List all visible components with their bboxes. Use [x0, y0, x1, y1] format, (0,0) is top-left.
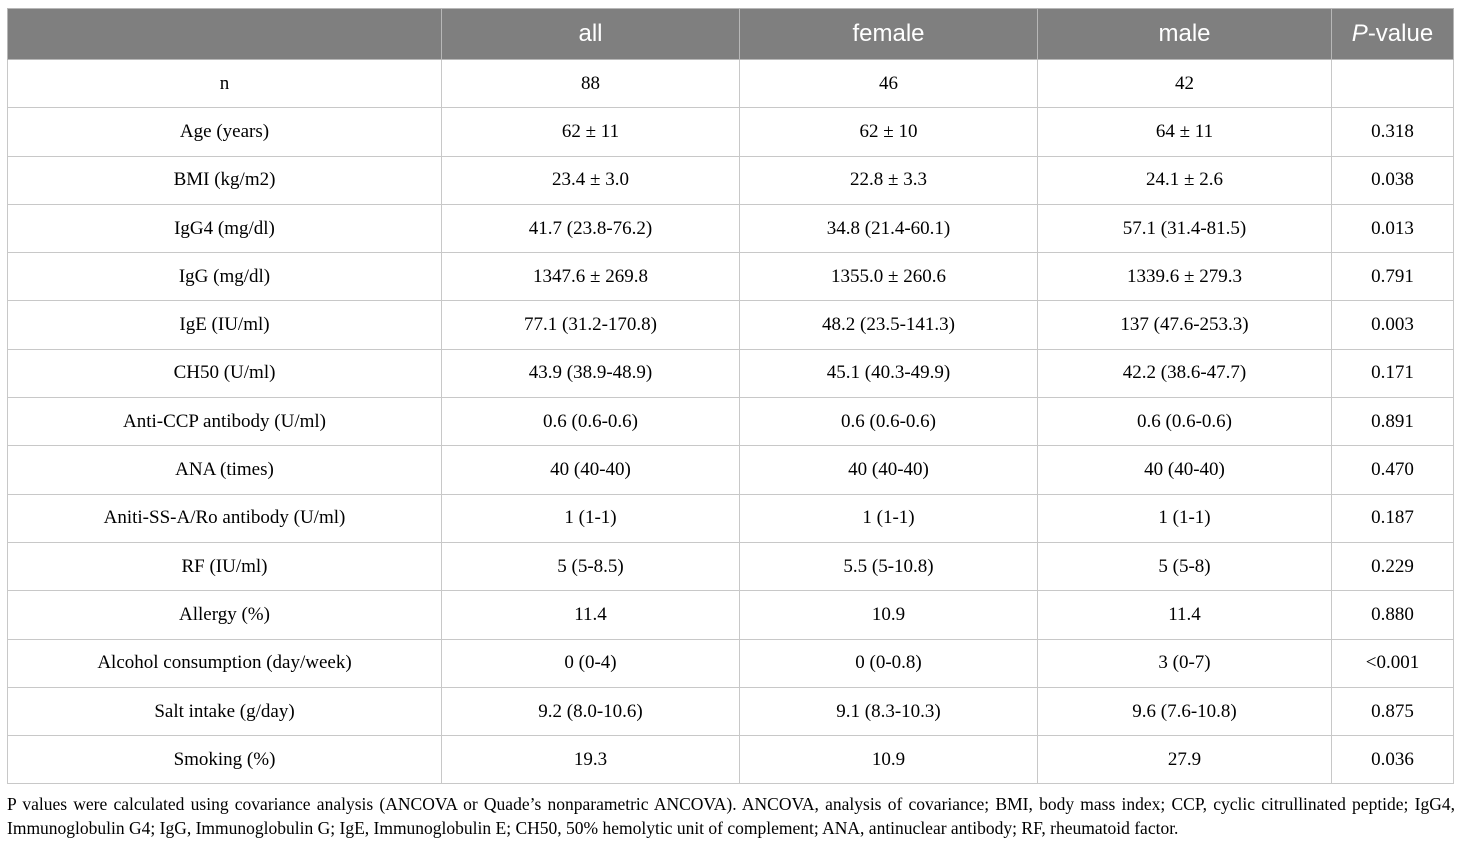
cell-variable: Anti-CCP antibody (U/ml)	[8, 398, 442, 446]
cell-male: 3 (0-7)	[1038, 639, 1332, 687]
cell-variable: Alcohol consumption (day/week)	[8, 639, 442, 687]
cell-female: 10.9	[740, 736, 1038, 784]
table-row	[8, 253, 1454, 301]
cell-male: 27.9	[1038, 736, 1332, 784]
table-header	[8, 9, 1454, 60]
table-row	[8, 591, 1454, 639]
characteristics-table	[7, 8, 1454, 784]
table-row	[8, 301, 1454, 349]
table-row	[8, 349, 1454, 397]
cell-variable: Aniti-SS-A/Ro antibody (U/ml)	[8, 494, 442, 542]
cell-male: 24.1 ± 2.6	[1038, 156, 1332, 204]
cell-female: 1355.0 ± 260.6	[740, 253, 1038, 301]
cell-female: 45.1 (40.3-49.9)	[740, 349, 1038, 397]
table-footnote: P values were calculated using covariance analysis (ANCOVA or Quade’s nonparametric ANCOVA). ANCOVA, analysis of covariance; BMI, body mass index; CCP, cyclic citrullinated peptide; IgG4, Immunoglobulin G4; IgG, Immunoglobulin G; IgE, Immunoglobulin E; CH50, 50% hemolytic unit of complement; ANA, antinuclear antibody; RF, rheumatoid factor.	[7, 794, 1455, 838]
cell-variable: n	[8, 60, 442, 108]
table-body	[8, 60, 1454, 784]
cell-variable: IgG4 (mg/dl)	[8, 204, 442, 252]
cell-variable: IgE (IU/ml)	[8, 301, 442, 349]
cell-p-value: 0.229	[1332, 542, 1454, 590]
cell-female: 46	[740, 60, 1038, 108]
cell-male: 40 (40-40)	[1038, 446, 1332, 494]
cell-male: 11.4	[1038, 591, 1332, 639]
cell-p-value: 0.187	[1332, 494, 1454, 542]
header-p-suffix: -value	[1367, 20, 1434, 47]
header-variable	[8, 9, 442, 60]
table-row	[8, 687, 1454, 735]
table-row	[8, 60, 1454, 108]
cell-female: 22.8 ± 3.3	[740, 156, 1038, 204]
cell-all: 23.4 ± 3.0	[442, 156, 740, 204]
cell-all: 43.9 (38.9-48.9)	[442, 349, 740, 397]
cell-all: 62 ± 11	[442, 108, 740, 156]
cell-female: 48.2 (23.5-141.3)	[740, 301, 1038, 349]
cell-all: 1347.6 ± 269.8	[442, 253, 740, 301]
cell-male: 1 (1-1)	[1038, 494, 1332, 542]
cell-p-value: 0.003	[1332, 301, 1454, 349]
cell-male: 5 (5-8)	[1038, 542, 1332, 590]
cell-all: 41.7 (23.8-76.2)	[442, 204, 740, 252]
cell-p-value: 0.791	[1332, 253, 1454, 301]
header-female: female	[740, 9, 1038, 60]
cell-all: 0 (0-4)	[442, 639, 740, 687]
cell-variable: Age (years)	[8, 108, 442, 156]
cell-all: 88	[442, 60, 740, 108]
cell-male: 1339.6 ± 279.3	[1038, 253, 1332, 301]
cell-p-value: 0.880	[1332, 591, 1454, 639]
cell-variable: RF (IU/ml)	[8, 542, 442, 590]
cell-male: 42	[1038, 60, 1332, 108]
cell-p-value: 0.875	[1332, 687, 1454, 735]
cell-variable: BMI (kg/m2)	[8, 156, 442, 204]
cell-variable: Salt intake (g/day)	[8, 687, 442, 735]
header-all: all	[442, 9, 740, 60]
cell-all: 0.6 (0.6-0.6)	[442, 398, 740, 446]
cell-female: 34.8 (21.4-60.1)	[740, 204, 1038, 252]
table-row	[8, 639, 1454, 687]
cell-female: 62 ± 10	[740, 108, 1038, 156]
cell-variable: IgG (mg/dl)	[8, 253, 442, 301]
cell-female: 5.5 (5-10.8)	[740, 542, 1038, 590]
cell-p-value: <0.001	[1332, 639, 1454, 687]
cell-all: 11.4	[442, 591, 740, 639]
cell-p-value: 0.038	[1332, 156, 1454, 204]
cell-variable: Smoking (%)	[8, 736, 442, 784]
cell-variable: Allergy (%)	[8, 591, 442, 639]
header-male: male	[1038, 9, 1332, 60]
cell-male: 0.6 (0.6-0.6)	[1038, 398, 1332, 446]
table-row	[8, 446, 1454, 494]
cell-all: 1 (1-1)	[442, 494, 740, 542]
cell-p-value: 0.318	[1332, 108, 1454, 156]
header-p-value	[1332, 9, 1454, 60]
characteristics-table-container	[7, 8, 1453, 784]
table-row	[8, 494, 1454, 542]
cell-all: 9.2 (8.0-10.6)	[442, 687, 740, 735]
cell-all: 77.1 (31.2-170.8)	[442, 301, 740, 349]
cell-female: 0 (0-0.8)	[740, 639, 1038, 687]
cell-male: 9.6 (7.6-10.8)	[1038, 687, 1332, 735]
table-row	[8, 204, 1454, 252]
table-row	[8, 108, 1454, 156]
cell-all: 40 (40-40)	[442, 446, 740, 494]
cell-male: 57.1 (31.4-81.5)	[1038, 204, 1332, 252]
header-row	[8, 9, 1454, 60]
cell-p-value: 0.013	[1332, 204, 1454, 252]
cell-female: 9.1 (8.3-10.3)	[740, 687, 1038, 735]
table-row	[8, 736, 1454, 784]
table-row	[8, 398, 1454, 446]
cell-female: 10.9	[740, 591, 1038, 639]
table-row	[8, 156, 1454, 204]
cell-male: 64 ± 11	[1038, 108, 1332, 156]
cell-p-value: 0.891	[1332, 398, 1454, 446]
table-row	[8, 542, 1454, 590]
cell-p-value: 0.171	[1332, 349, 1454, 397]
cell-p-value: 0.470	[1332, 446, 1454, 494]
cell-variable: CH50 (U/ml)	[8, 349, 442, 397]
cell-female: 40 (40-40)	[740, 446, 1038, 494]
cell-female: 1 (1-1)	[740, 494, 1038, 542]
cell-male: 137 (47.6-253.3)	[1038, 301, 1332, 349]
cell-variable: ANA (times)	[8, 446, 442, 494]
cell-p-value	[1332, 60, 1454, 108]
cell-male: 42.2 (38.6-47.7)	[1038, 349, 1332, 397]
cell-all: 19.3	[442, 736, 740, 784]
cell-p-value: 0.036	[1332, 736, 1454, 784]
cell-female: 0.6 (0.6-0.6)	[740, 398, 1038, 446]
cell-all: 5 (5-8.5)	[442, 542, 740, 590]
header-p-italic: P	[1351, 20, 1368, 47]
